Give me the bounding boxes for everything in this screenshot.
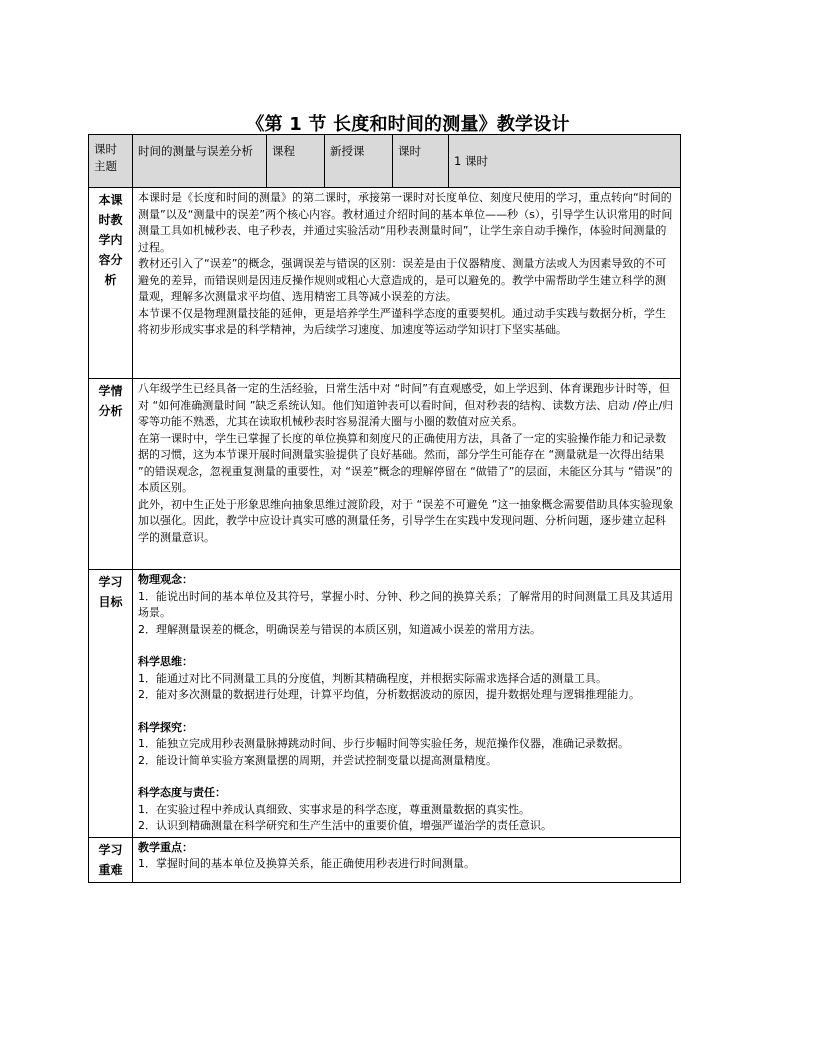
section-gap — [138, 769, 675, 785]
key-difficulty-label: 学习重难 — [98, 842, 123, 877]
goals-item: 1．在实验过程中养成认真细致、实事求是的科学态度，尊重测量数据的真实性。 — [138, 802, 530, 816]
goals-section-title: 物理观念： — [138, 573, 193, 586]
goals-item: 1．能说出时间的基本单位及其符号，掌握小时、分钟、秒之间的换算关系；了解常用的时间测量工具及其适用场景。 — [138, 589, 673, 619]
period-label-cell — [393, 135, 449, 188]
content-analysis-row — [89, 188, 681, 379]
topic-label-cell — [89, 135, 133, 188]
goals-section-title: 科学态度与责任： — [138, 786, 226, 799]
key-difficulty-row — [89, 837, 681, 882]
type-label-cell — [267, 135, 325, 188]
header-row — [89, 135, 681, 188]
key-difficulty-body — [133, 837, 681, 882]
period-label: 课时 — [398, 144, 421, 158]
period-value: 1 课时 — [454, 153, 488, 168]
student-analysis-body — [133, 379, 681, 570]
topic-value: 时间的测量与误差分析 — [138, 144, 253, 158]
goals-item: 1．能独立完成用秒表测量脉搏跳动时间、步行步幅时间等实验任务，规范操作仪器，准确记录数据。 — [138, 737, 629, 750]
goals-section-title: 科学探究： — [138, 720, 193, 734]
key-item: 1．掌握时间的基本单位及换算关系，能正确使用秒表进行时间测量。 — [138, 857, 475, 870]
student-analysis-row — [89, 379, 681, 570]
key-difficulty-label-cell — [89, 837, 133, 882]
type-label: 课程 — [272, 144, 295, 158]
analysis-paragraph: 此外，初中生正处于形象思维向抽象思维过渡阶段，对于 “误差不可避免 ”这一抽象概念需要借助具体实验现象加以强化。因此，教学中应设计真实可感的测量任务，引导学生在实践中发现问题、分析问题，逐步建立起科学的测量意识。 — [138, 497, 674, 544]
topic-value-cell — [133, 135, 267, 188]
content-paragraph: 本课时是《长度和时间的测量》的第二课时，承接第一课时对长度单位、刻度尺使用的学习，重点转向“时间的测量”以及“测量中的误差”两个核心内容。教材通过介绍时间的基本单位——秒（s），引导学生认识常用的时间测量工具如机械秒表、电子秒表，并通过实验活动“用秒表测量时间”，让学生亲自动手操作，体验时间测量的过程。 — [138, 191, 673, 254]
student-analysis-label: 学情分析 — [98, 384, 123, 418]
type-value-cell — [325, 135, 393, 188]
goals-section-title: 科学思维： — [138, 655, 193, 668]
learning-goals-row — [89, 570, 681, 838]
goals-item: 2．认识到精确测量在科学研究和生产生活中的重要价值，增强严谨治学的责任意识。 — [138, 819, 552, 832]
content-paragraph: 本节课不仅是物理测量技能的延伸，更是培养学生严谨科学态度的重要契机。通过动手实践与数据分析，学生将初步形成实事求是的科学精神，为后续学习速度、加速度等运动学知识打下坚实基础。 — [138, 306, 666, 336]
section-gap — [138, 704, 675, 720]
goals-item: 1．能通过对比不同测量工具的分度值，判断其精确程度，并根据实际需求选择合适的测量工具。 — [138, 671, 607, 685]
content-paragraph: 教材还引入了“误差”的概念，强调误差与错误的区别：误差是由于仪器精度、测量方法或人为因素导致的不可避免的差异，而错误则是因违反操作规则或粗心大意造成的，是可以避免的。教学中需帮助学生建立科学的测量观，理解多次测量求平均值、选用精密工具等减小误差的方法。 — [138, 257, 667, 303]
lesson-plan-table — [88, 134, 681, 883]
content-analysis-label: 本课时教学内容分析 — [98, 193, 123, 287]
period-value-cell — [449, 135, 681, 188]
type-value: 新授课 — [330, 144, 365, 158]
goals-item: 2．理解测量误差的概念，明确误差与错误的本质区别，知道减小误差的常用方法。 — [138, 622, 541, 636]
goals-item: 2．能设计简单实验方案测量摆的周期，并尝试控制变量以提高测量精度。 — [138, 753, 497, 767]
content-analysis-body — [133, 188, 681, 379]
content-analysis-label-cell — [89, 188, 133, 379]
analysis-paragraph: 八年级学生已经具备一定的生活经验，日常生活中对 “时间”有直观感受，如上学迟到、体育课跑步计时等，但对 “如何准确测量时间 ”缺乏系统认知。他们知道钟表可以看时间，但对秒表的结构、读数方法、启动 /停止/归零等功能不熟悉，尤其在读取机械秒表时容易混淆大圈与小圈的数值对应关系。 — [138, 382, 674, 428]
learning-goals-body — [133, 570, 681, 838]
student-analysis-label-cell — [89, 379, 133, 570]
document-title: 《第 1 节 长度和时间的测量》教学设计 — [246, 114, 570, 135]
goals-item: 2．能对多次测量的数据进行处理，计算平均值，分析数据波动的原因，提升数据处理与逻辑推理能力。 — [138, 688, 640, 701]
analysis-paragraph: 在第一课时中，学生已掌握了长度的单位换算和刻度尺的正确使用方法，具备了一定的实验操作能力和记录数据的习惯，这为本节课开展时间测量实验提供了良好基础。然而，部分学生可能存在 “测量就是一次得出结果 ”的错误观念，忽视重复测量的重要性，对 “误差”概念的理解停留在 “做错了”的层面，未能区分其与 “错误”的本质区别。 — [138, 431, 673, 494]
topic-label: 课时主题 — [94, 142, 117, 173]
section-gap — [138, 638, 675, 654]
key-title: 教学重点： — [138, 840, 193, 854]
learning-goals-label-cell — [89, 570, 133, 838]
learning-goals-label: 学习目标 — [98, 575, 123, 609]
